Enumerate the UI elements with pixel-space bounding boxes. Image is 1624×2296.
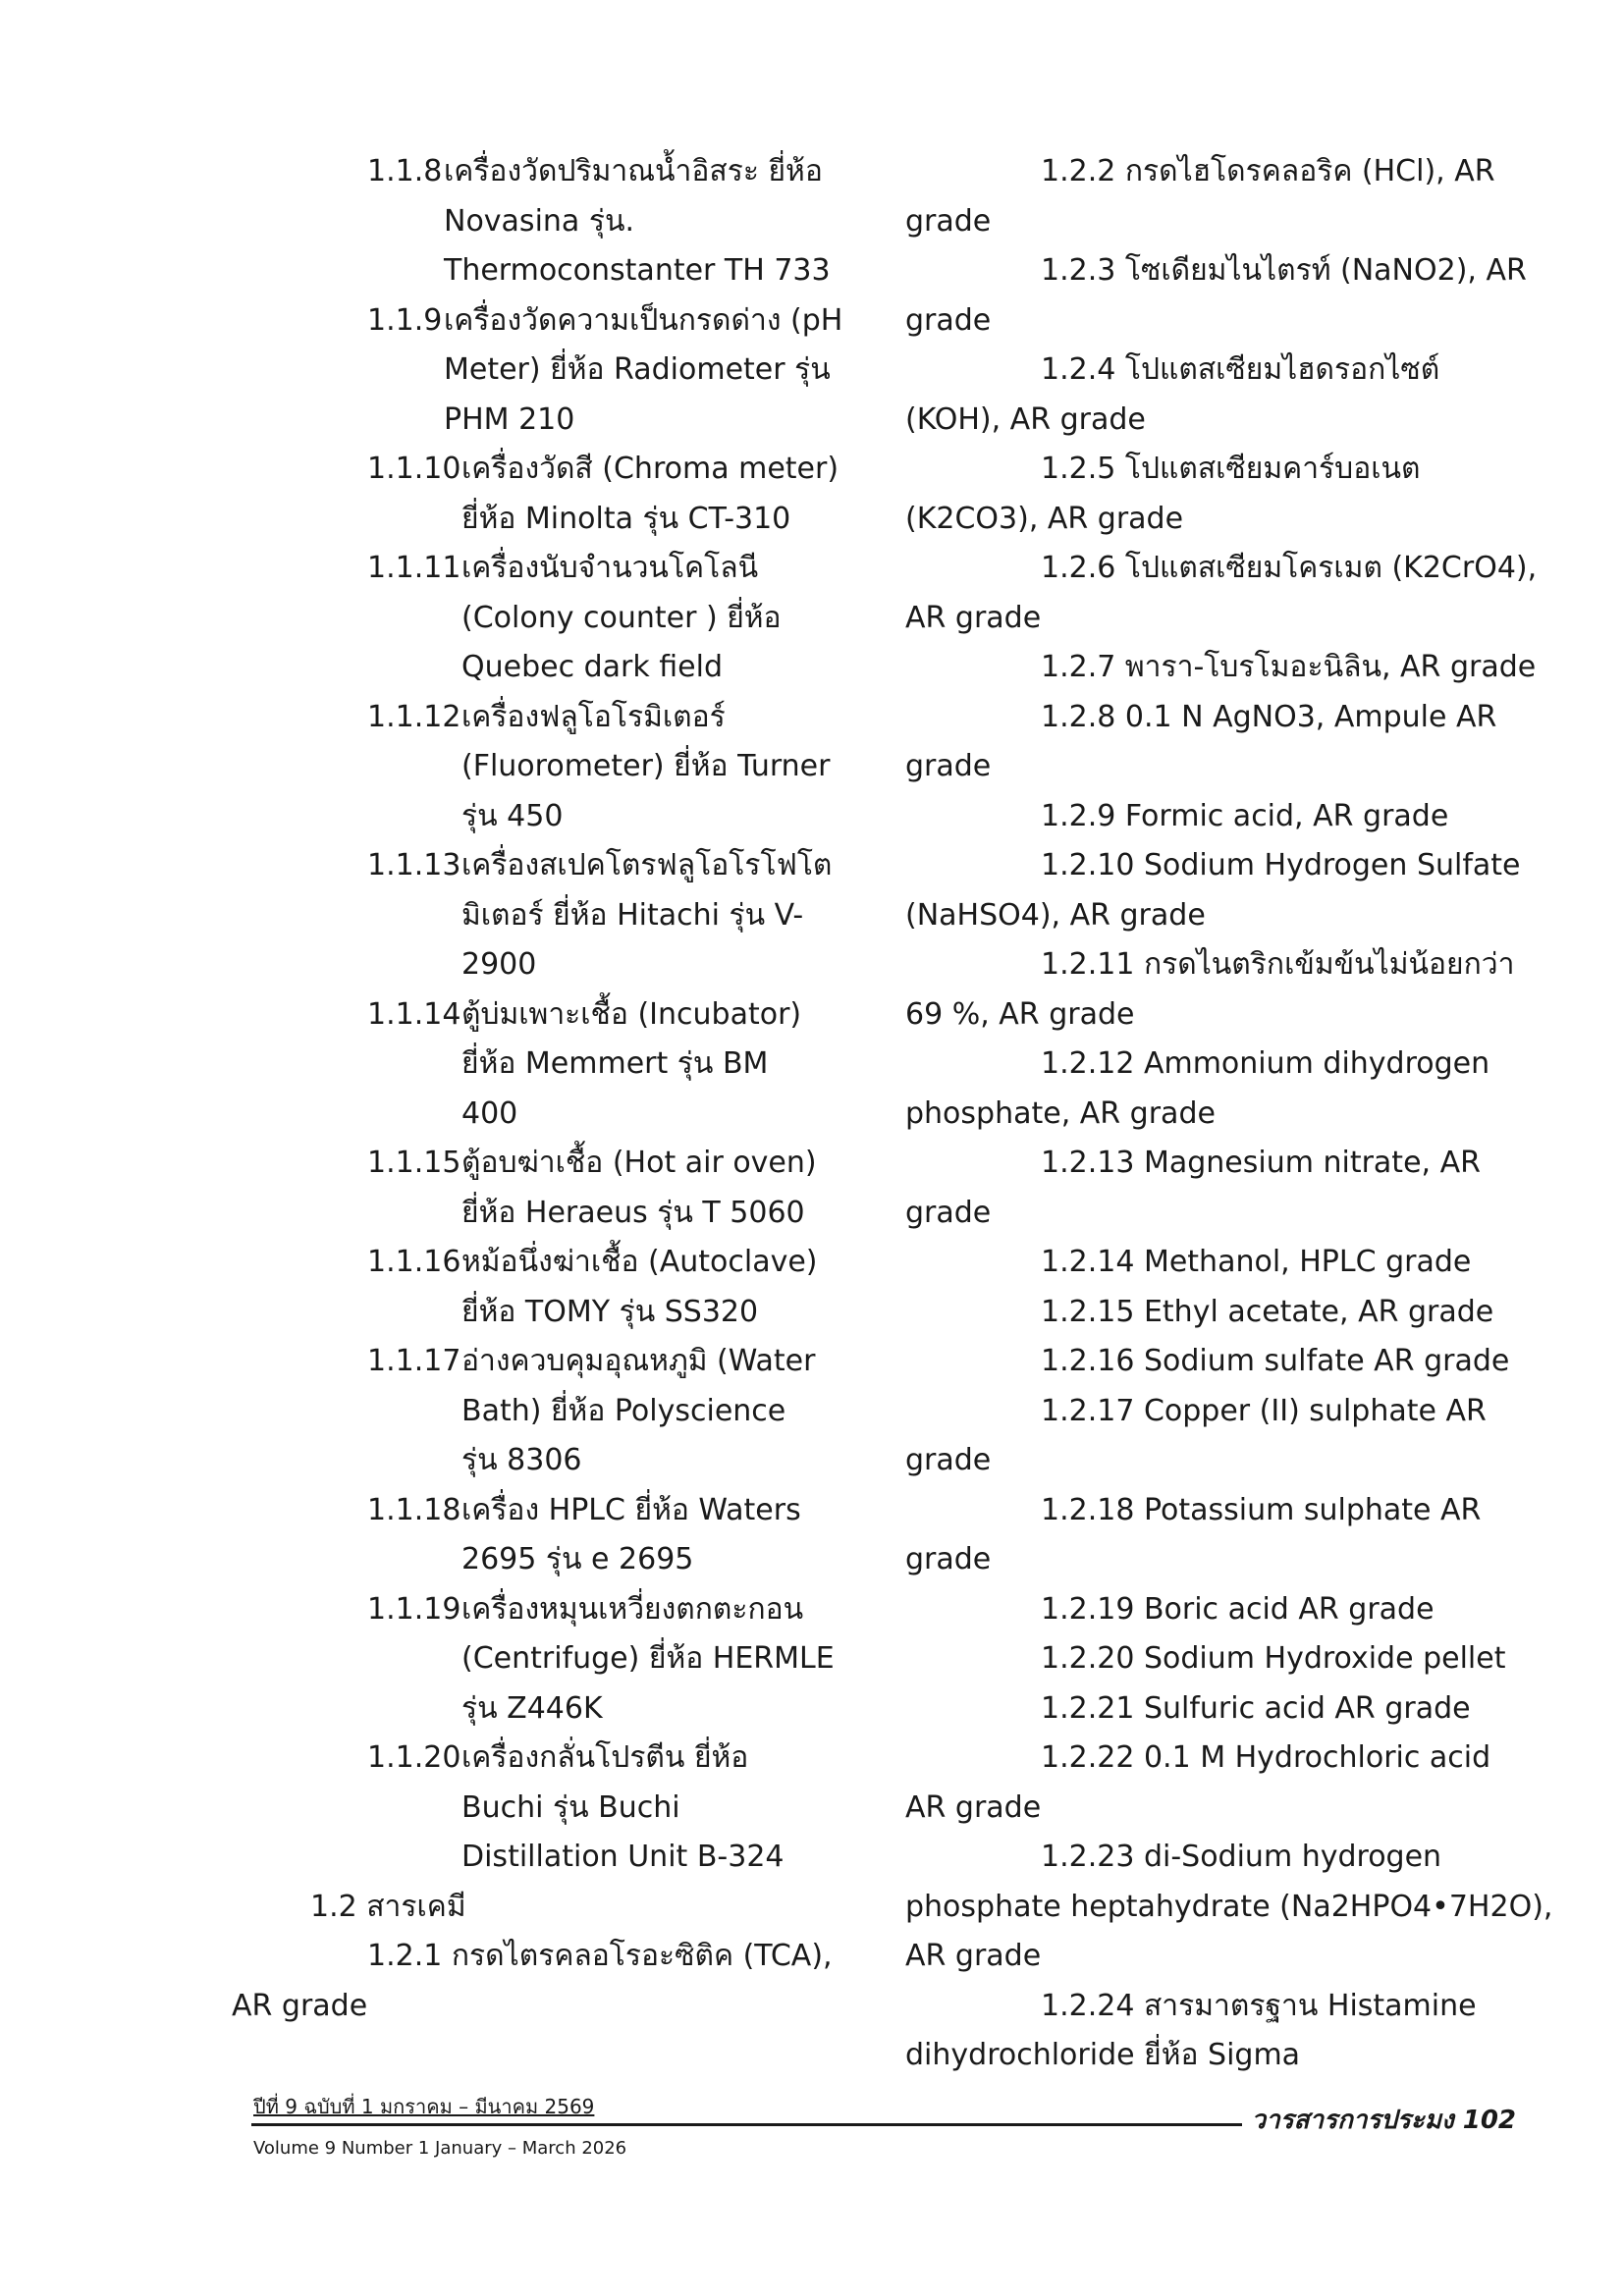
equipment-item-continuation (232, 1833, 821, 1883)
chemical-item (905, 792, 1494, 842)
item-text: หม้อนึ่งฆ่าเชื้อ (Autoclave) (461, 1245, 818, 1279)
chemical-item-text: AR grade (905, 1789, 1042, 1825)
chemical-item-text: 1.2.6 โปแตสเซียมโครเมต (K2CrO4), (1041, 551, 1538, 585)
equipment-item (232, 693, 821, 743)
chemical-item-continuation (232, 1982, 821, 2032)
equipment-item-continuation (232, 1387, 821, 1437)
item-text: (Centrifuge) ยี่ห้อ HERMLE (461, 1641, 835, 1676)
equipment-item-continuation (232, 396, 821, 446)
equipment-item-continuation (232, 1090, 821, 1140)
item-text: Buchi รุ่น Buchi (461, 1789, 680, 1825)
chemical-item (905, 246, 1527, 296)
section-heading-text: 1.2 สารเคมี (310, 1889, 466, 1924)
chemical-item-text: grade (905, 1443, 992, 1477)
chemical-item-text: phosphate heptahydrate (Na2HPO4•7H2O), (905, 1889, 1553, 1924)
chemical-item (905, 346, 1494, 396)
chemical-item-text: 1.2.16 Sodium sulfate AR grade (1041, 1344, 1510, 1378)
chemical-item-text: grade (905, 749, 992, 783)
item-text: อ่างควบคุมอุณหภูมิ (Water (461, 1344, 816, 1378)
equipment-item-continuation (232, 940, 821, 990)
chemical-item (905, 1238, 1494, 1288)
footer-issue-thai: ปีที่ 9 ฉบับที่ 1 มกราคม – มีนาคม 2569 (253, 2095, 595, 2118)
chemical-item-text: 1.2.9 Formic acid, AR grade (1041, 798, 1449, 833)
chemical-item-text: dihydrochloride ยี่ห้อ Sigma (905, 2038, 1301, 2072)
chemical-item-text: 1.2.13 Magnesium nitrate, AR (1041, 1146, 1481, 1180)
equipment-item (232, 1238, 821, 1288)
chemical-item-continuation (905, 296, 1494, 347)
item-number: 1.1.9 (367, 302, 443, 338)
equipment-item (232, 1734, 821, 1784)
chemical-item-text: 1.2.1 กรดไตรคลอโรอะซิติค (TCA), (367, 1939, 833, 1973)
item-number: 1.1.18 (367, 1492, 461, 1527)
item-text: เครื่องหมุนเหวี่ยงตกตะกอน (461, 1591, 804, 1627)
chemical-item-continuation (905, 1784, 1494, 1834)
chemical-item (232, 1932, 833, 1982)
chemical-item (905, 1634, 1506, 1684)
chemical-item-text: 1.2.4 โปแตสเซียมไฮดรอกไซต์ (1041, 352, 1440, 387)
chemical-item-continuation (905, 1189, 1494, 1239)
item-text: PHM 210 (444, 401, 575, 437)
equipment-item-continuation (232, 1535, 821, 1585)
item-text: ยี่ห้อ Memmert รุ่น BM (461, 1046, 769, 1081)
item-text: Novasina รุ่น. (444, 203, 634, 239)
chemical-item-text: 69 %, AR grade (905, 996, 1135, 1032)
chemical-item (905, 1387, 1494, 1437)
chemical-item-continuation (905, 197, 1494, 247)
chemical-item-text: 1.2.5 โปแตสเซียมคาร์บอเนต (1041, 452, 1421, 486)
equipment-item (232, 1139, 821, 1189)
chemical-item-continuation (905, 495, 1494, 545)
chemical-item-text: grade (905, 1195, 992, 1230)
item-number: 1.1.20 (367, 1740, 461, 1775)
chemical-item-text: 1.2.8 0.1 N AgNO3, Ampule AR (1041, 699, 1497, 734)
chemical-item-text: (NaHSO4), AR grade (905, 897, 1206, 933)
item-text: เครื่องสเปคโตรฟลูโอโรโฟโต (461, 848, 833, 882)
item-text: เครื่องวัดสี (Chroma meter) (461, 452, 839, 486)
footer-journal-page: วารสารการประมง 102 (1242, 2103, 1517, 2138)
chemical-item-continuation (905, 1436, 1494, 1486)
chemical-item-text: grade (905, 1542, 992, 1576)
chemical-item-text: 1.2.12 Ammonium dihydrogen (1041, 1046, 1490, 1081)
equipment-item-continuation (232, 1288, 821, 1338)
equipment-item-continuation (232, 594, 821, 644)
chemical-item-continuation (905, 1535, 1494, 1585)
chemical-item-text: 1.2.21 Sulfuric acid AR grade (1041, 1690, 1471, 1726)
equipment-item-continuation (232, 643, 821, 693)
item-text: ยี่ห้อ Heraeus รุ่น T 5060 (461, 1195, 805, 1230)
chemical-item (905, 1486, 1494, 1536)
chemical-item-text: 1.2.19 Boric acid AR grade (1041, 1591, 1435, 1627)
item-number: 1.1.12 (367, 699, 461, 734)
equipment-item (232, 544, 821, 594)
equipment-item-continuation (232, 1189, 821, 1239)
item-number: 1.1.14 (367, 996, 461, 1032)
item-text: เครื่อง HPLC ยี่ห้อ Waters (461, 1492, 801, 1527)
chemical-item (905, 940, 1515, 990)
item-text: Thermoconstanter TH 733 (444, 253, 831, 288)
chemical-item (905, 1139, 1494, 1189)
equipment-item-continuation (232, 1684, 821, 1735)
chemical-item-text: 1.2.20 Sodium Hydroxide pellet (1041, 1641, 1506, 1676)
item-text: (Fluorometer) ยี่ห้อ Turner (461, 749, 831, 783)
right-column (905, 147, 1553, 2081)
item-text: 2900 (461, 947, 537, 982)
item-text: เครื่องฟลูโอโรมิเตอร์ (461, 699, 726, 734)
item-number: 1.1.19 (367, 1591, 461, 1627)
equipment-item (232, 445, 839, 495)
equipment-item (232, 841, 833, 891)
chemical-item-text: 1.2.17 Copper (II) sulphate AR (1041, 1393, 1487, 1428)
chemical-item-text: 1.2.22 0.1 M Hydrochloric acid (1041, 1740, 1491, 1775)
equipment-item-continuation (232, 1040, 821, 1090)
chemical-item-continuation (905, 891, 1494, 941)
item-text: 2695 รุ่น e 2695 (461, 1542, 694, 1576)
item-number: 1.1.8 (367, 154, 443, 188)
chemical-item (905, 1585, 1494, 1635)
left-column (232, 147, 843, 2031)
equipment-item-continuation (232, 246, 831, 296)
chemical-item-continuation (905, 1932, 1494, 1982)
equipment-item-continuation (232, 1436, 821, 1486)
chemical-item-text: grade (905, 302, 992, 338)
chemical-item (905, 693, 1497, 743)
chemical-item-text: 1.2.15 Ethyl acetate, AR grade (1041, 1294, 1494, 1329)
chemical-item-continuation (905, 742, 1494, 792)
item-text: รุ่น Z446K (461, 1690, 603, 1726)
chemical-item-text: 1.2.24 สารมาตรฐาน Histamine (1041, 1988, 1477, 2023)
item-text: 400 (461, 1095, 518, 1131)
chemical-item-continuation (905, 1090, 1494, 1140)
item-text: เครื่องนับจำนวนโคโลนี (461, 551, 759, 585)
item-text: (Colony counter ) ยี่ห้อ (461, 600, 782, 635)
chemical-item (905, 1833, 1494, 1883)
chemical-item-continuation (905, 990, 1494, 1041)
chemical-item-text: AR grade (232, 1988, 368, 2023)
equipment-item-continuation (232, 742, 831, 792)
chemical-item-text: phosphate, AR grade (905, 1095, 1216, 1131)
chemical-item-text: 1.2.18 Potassium sulphate AR (1041, 1492, 1482, 1527)
chemical-item (905, 1684, 1494, 1735)
item-text: ยี่ห้อ Minolta รุ่น CT-310 (461, 501, 791, 536)
chemical-item-text: AR grade (905, 600, 1042, 635)
item-number: 1.1.10 (367, 452, 461, 486)
item-text: ยี่ห้อ TOMY รุ่น SS320 (461, 1294, 759, 1329)
item-text: Quebec dark field (461, 650, 724, 684)
item-text: Meter) ยี่ห้อ Radiometer รุ่น (444, 352, 831, 387)
item-text: ตู้อบฆ่าเชื้อ (Hot air oven) (461, 1146, 817, 1180)
chemical-item-text: (K2CO3), AR grade (905, 501, 1184, 536)
equipment-item-continuation (232, 495, 821, 545)
item-text: Distillation Unit B-324 (461, 1840, 785, 1874)
chemical-item-text: 1.2.11 กรดไนตริกเข้มข้นไม่น้อยกว่า (1041, 947, 1515, 982)
item-number: 1.1.16 (367, 1245, 461, 1279)
equipment-item (232, 990, 821, 1041)
chemical-item (905, 544, 1538, 594)
equipment-item (232, 1486, 821, 1536)
item-text: รุ่น 8306 (461, 1443, 582, 1477)
chemical-item (905, 643, 1537, 693)
chemical-item-continuation (905, 1883, 1553, 1933)
chemical-item-text: 1.2.23 di-Sodium hydrogen (1041, 1840, 1442, 1874)
equipment-item-continuation (232, 792, 821, 842)
equipment-item (232, 296, 843, 347)
chemical-item (905, 1734, 1494, 1784)
chemical-item-text: grade (905, 203, 992, 239)
equipment-item-continuation (232, 346, 831, 396)
chemical-item (905, 445, 1494, 495)
equipment-item-continuation (232, 197, 821, 247)
item-number: 1.1.11 (367, 551, 461, 585)
chemical-item-text: 1.2.3 โซเดียมไนไตรท์ (NaNO2), AR (1041, 253, 1527, 288)
item-number: 1.1.15 (367, 1146, 461, 1180)
item-text: Bath) ยี่ห้อ Polyscience (461, 1393, 786, 1428)
chemical-item (905, 1982, 1494, 2032)
chemical-item-text: AR grade (905, 1939, 1042, 1973)
item-text: เครื่องวัดปริมาณน้ำอิสระ ยี่ห้อ (444, 154, 823, 188)
chemical-item (905, 841, 1521, 891)
item-text: เครื่องกลั่นโปรตีน ยี่ห้อ (461, 1740, 749, 1775)
chemical-item (905, 1288, 1494, 1338)
chemical-item (905, 1040, 1494, 1090)
chemical-item-text: 1.2.14 Methanol, HPLC grade (1041, 1245, 1472, 1279)
chemical-item (905, 1337, 1510, 1387)
item-text: รุ่น 450 (461, 798, 564, 833)
item-number: 1.1.17 (367, 1344, 461, 1378)
equipment-item-continuation (232, 1784, 821, 1834)
item-text: มิเตอร์ ยี่ห้อ Hitachi รุ่น V- (461, 897, 804, 933)
chemical-item-text: 1.2.7 พารา-โบรโมอะนิลิน, AR grade (1041, 650, 1537, 684)
equipment-item (232, 1337, 821, 1387)
section-heading (232, 1883, 821, 1933)
equipment-item (232, 1585, 821, 1635)
item-text: เครื่องวัดความเป็นกรดด่าง (pH (444, 302, 843, 338)
chemical-item-text: (KOH), AR grade (905, 401, 1146, 437)
footer-issue-english: Volume 9 Number 1 January – March 2026 (253, 2138, 627, 2159)
equipment-item-continuation (232, 1634, 835, 1684)
chemical-item-text: 1.2.2 กรดไฮโดรคลอริค (HCl), AR (1041, 154, 1495, 188)
chemical-item (905, 147, 1494, 197)
item-text: ตู้บ่มเพาะเชื้อ (Incubator) (461, 996, 802, 1032)
chemical-item-continuation (905, 594, 1494, 644)
equipment-item (232, 147, 821, 197)
chemical-item-continuation (905, 396, 1494, 446)
chemical-item-continuation (905, 2031, 1494, 2081)
chemical-item-text: 1.2.10 Sodium Hydrogen Sulfate (1041, 848, 1521, 882)
equipment-item-continuation (232, 891, 821, 941)
item-number: 1.1.13 (367, 848, 461, 882)
